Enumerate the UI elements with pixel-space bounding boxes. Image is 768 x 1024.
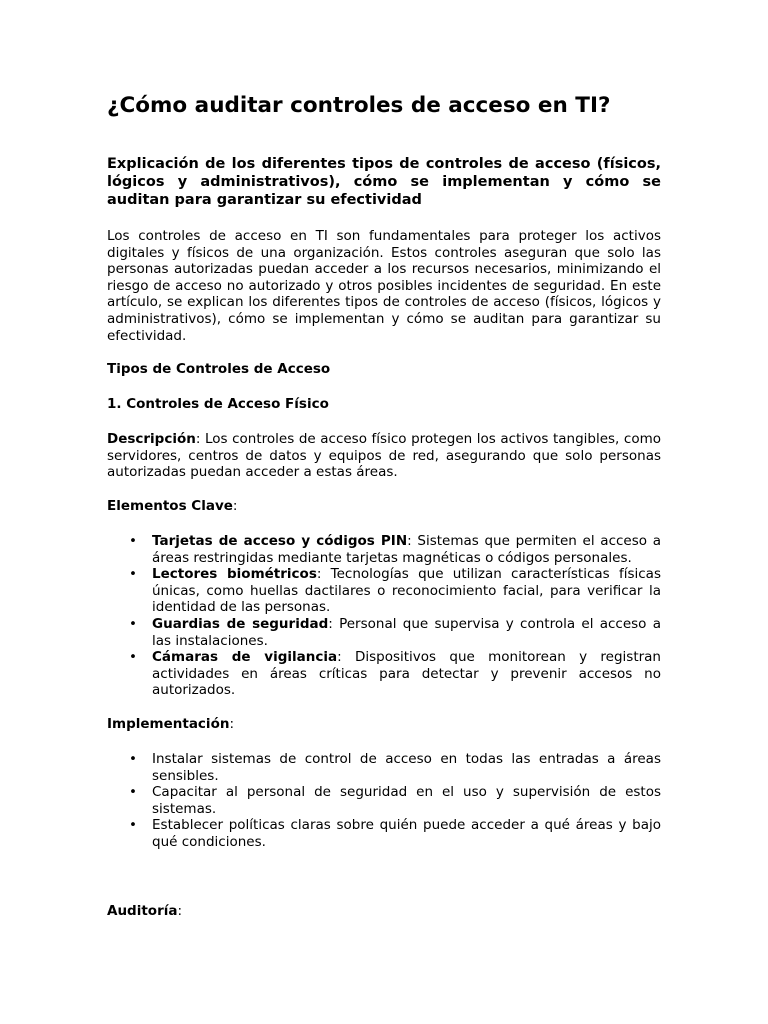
list-item [107, 533, 661, 566]
intro-paragraph: Los controles de acceso en TI son fundamentales para proteger los activos digitales y físicos de una organización. Estos controles aseguran que solo las personas autorizadas puedan acceder a los recursos necesarios, minimizando el riesgo de acceso no autorizado y otros posibles incidentes de seguridad. En este artículo, se explican los diferentes tipos de controles de acceso (físicos, lógicos y administrativos), cómo se implementan y cómo se auditan para garantizar su efectividad. [107, 228, 661, 344]
implementation-colon: : [229, 716, 235, 732]
list-item-term: Guardias de seguridad [152, 615, 329, 632]
bullet-icon: • [129, 751, 137, 767]
list-item-text: : Sistemas que permiten el acceso a áreas restringidas mediante tarjetas magnéticas o códigos personales. [152, 533, 661, 566]
list-item-term: Lectores biométricos [152, 566, 317, 583]
list-item-term: Cámaras de vigilancia [152, 649, 338, 666]
list-item-text: : Tecnologías que utilizan características físicas únicas, como huellas dactilares o reconocimiento facial, para verificar la identidad de las personas. [152, 566, 661, 616]
audit-heading [107, 903, 661, 920]
list-item-text: : Dispositivos que monitorean y registran actividades en áreas críticas para detectar y prevenir accesos no autorizados. [152, 649, 661, 699]
list-item [107, 817, 661, 850]
list-item-text: Establecer políticas claras sobre quién puede acceder a qué áreas y bajo qué condiciones. [152, 817, 661, 850]
document-title: ¿Cómo auditar controles de acceso en TI? [107, 93, 611, 118]
audit-colon: : [177, 903, 183, 919]
description-label: Descripción [107, 431, 196, 447]
list-item-text: Instalar sistemas de control de acceso en todas las entradas a áreas sensibles. [152, 751, 661, 784]
bullet-icon: • [129, 784, 137, 801]
key-elements-list [107, 533, 661, 699]
implementation-heading [107, 716, 661, 733]
key-elements-colon: : [232, 498, 238, 514]
bullet-icon: • [129, 649, 137, 666]
bullet-icon: • [129, 533, 137, 549]
description-paragraph [107, 431, 661, 481]
list-item [107, 649, 661, 699]
audit-label: Auditoría [107, 903, 178, 919]
section1-heading: 1. Controles de Acceso Físico [107, 396, 329, 412]
key-elements-label: Elementos Clave [107, 498, 233, 514]
bullet-icon: • [129, 615, 137, 632]
list-item-term: Tarjetas de acceso y códigos PIN [152, 533, 408, 549]
bullet-icon: • [129, 566, 137, 583]
list-item-text: : Personal que supervisa y controla el acceso a las instalaciones. [152, 615, 661, 649]
key-elements-heading [107, 498, 661, 515]
list-item [107, 784, 661, 817]
description-text: : Los controles de acceso físico protegen los activos tangibles, como servidores, centros de datos y equipos de red, asegurando que solo personas autorizadas puedan acceder a estas áreas. [107, 431, 661, 481]
implementation-list [107, 751, 661, 851]
list-item [107, 566, 661, 616]
implementation-label: Implementación [107, 716, 230, 732]
list-item [107, 751, 661, 784]
list-item-text: Capacitar al personal de seguridad en el uso y supervisión de estos sistemas. [152, 784, 661, 817]
list-item [107, 616, 661, 649]
bullet-icon: • [129, 817, 137, 834]
types-heading: Tipos de Controles de Acceso [107, 361, 331, 377]
document-subtitle: Explicación de los diferentes tipos de controles de acceso (físicos, lógicos y administrativos), cómo se implementan y cómo se auditan para garantizar su efectividad [107, 156, 661, 208]
